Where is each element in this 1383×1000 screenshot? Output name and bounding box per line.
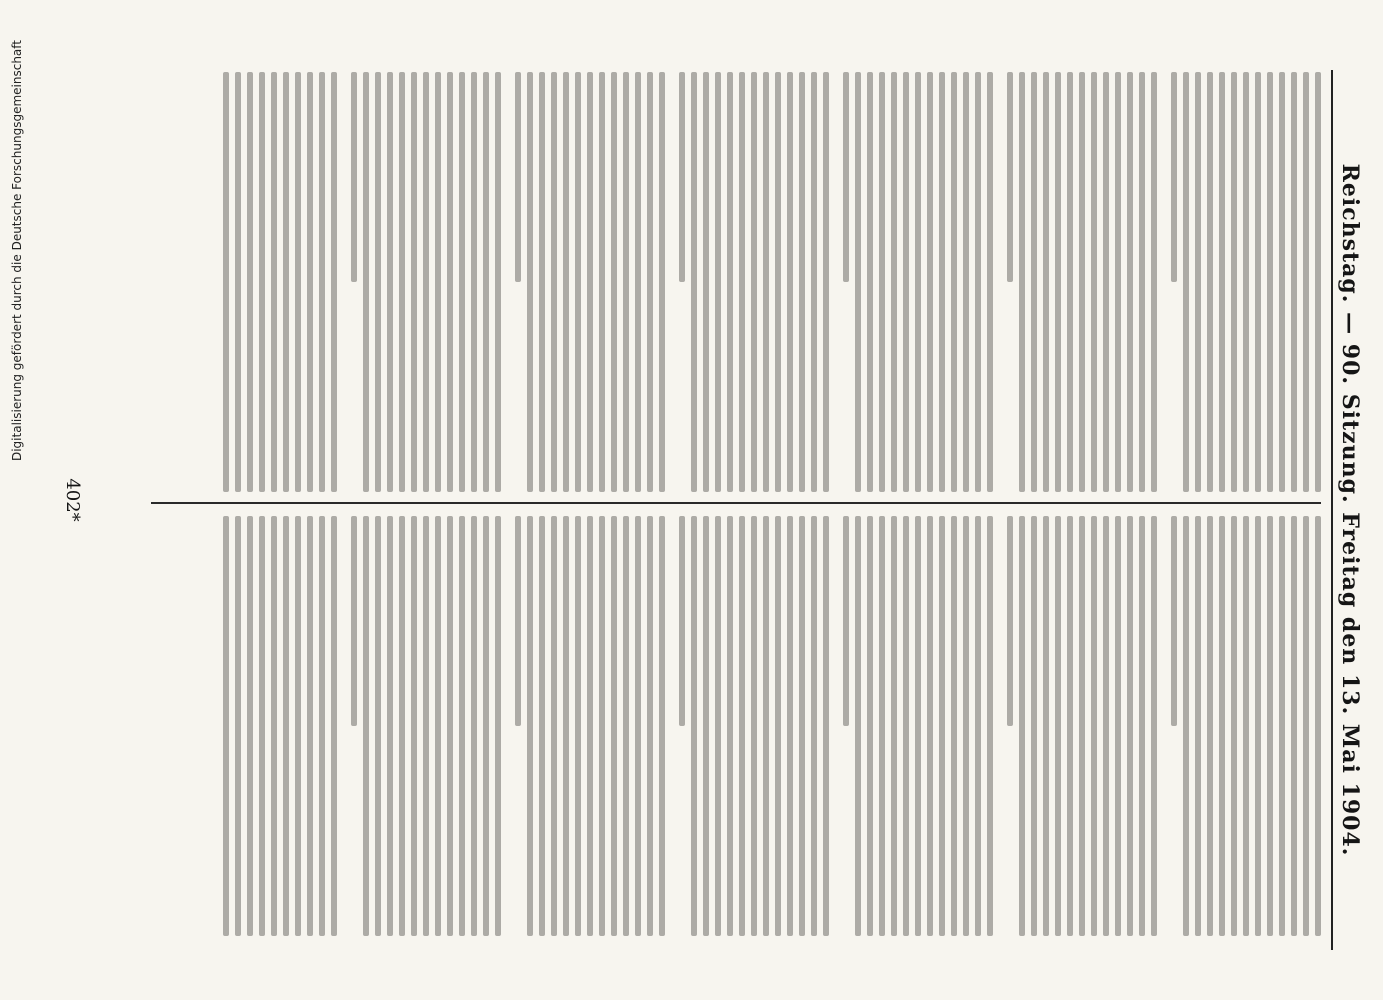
body-text-line [1303,72,1309,492]
body-text-line [539,516,545,936]
body-text-line [1243,72,1249,492]
body-text-line [1183,516,1189,936]
body-text-line [223,72,229,492]
body-text-line [647,516,653,936]
text-column-right [161,516,1321,936]
body-text-line [459,516,465,936]
body-text-line [739,516,745,936]
body-text-line [703,72,709,492]
body-text-line [1007,72,1013,282]
body-text-line [551,72,557,492]
body-text-line [247,516,253,936]
body-text-line [271,516,277,936]
body-text-line [679,516,685,726]
body-text-line [879,72,885,492]
body-text-line [1151,72,1157,492]
body-text-line [1019,516,1025,936]
body-text-line [319,516,325,936]
body-text-line [307,516,313,936]
body-text-line [483,516,489,936]
body-text-line [915,72,921,492]
body-text-line [843,72,849,282]
body-text-line [855,72,861,492]
body-text-line [715,72,721,492]
body-text-line [1139,516,1145,936]
body-text-line [855,516,861,936]
body-text-line [963,72,969,492]
body-text-line [635,516,641,936]
body-text-line [447,516,453,936]
body-text-line [623,72,629,492]
body-text-line [659,516,665,936]
body-text-line [307,72,313,492]
body-text-line [1255,516,1261,936]
body-text-line [679,72,685,282]
body-text-line [647,72,653,492]
body-text-line [1303,516,1309,936]
body-text-line [1279,516,1285,936]
body-text-line [399,72,405,492]
body-text-line [527,516,533,936]
body-text-line [247,72,253,492]
body-text-line [727,516,733,936]
body-text-line [387,72,393,492]
body-text-line [295,72,301,492]
body-text-line [903,516,909,936]
digitization-credit: Digitalisierung gefördert durch die Deutsche Forschungsgemeinschaft [10,40,24,462]
body-text-line [1031,516,1037,936]
body-text-line [891,516,897,936]
body-text-line [1103,72,1109,492]
body-text-line [739,72,745,492]
body-text-line [623,516,629,936]
body-text-line [1103,516,1109,936]
body-text-line [563,516,569,936]
body-text-line [515,72,521,282]
body-text-line [1231,516,1237,936]
body-text-line [1279,72,1285,492]
body-text-line [1115,516,1121,936]
body-text-line [295,516,301,936]
body-text-line [975,72,981,492]
body-text-line [575,516,581,936]
body-text-line [1151,516,1157,936]
body-text-line [915,516,921,936]
body-text-line [1079,516,1085,936]
body-text-line [1115,72,1121,492]
body-text-line [575,72,581,492]
body-text-line [1043,72,1049,492]
body-text-line [515,516,521,726]
body-text-line [1267,72,1273,492]
body-text-line [963,516,969,936]
body-text-line [891,72,897,492]
body-text-line [1231,72,1237,492]
body-text-line [411,72,417,492]
body-text-line [1219,72,1225,492]
text-column-left [161,72,1321,492]
body-text-line [811,516,817,936]
body-text-line [611,72,617,492]
body-text-line [459,72,465,492]
body-text-line [1243,516,1249,936]
body-text-line [527,72,533,492]
body-text-line [319,72,325,492]
body-text-line [1207,516,1213,936]
body-text-line [867,72,873,492]
body-text-line [375,516,381,936]
body-text-line [763,516,769,936]
body-text-line [939,72,945,492]
body-text-line [1315,516,1321,936]
body-text-line [495,516,501,936]
body-text-line [823,516,829,936]
body-text-line [775,516,781,936]
body-text-line [551,516,557,936]
body-text-line [447,72,453,492]
body-text-line [235,72,241,492]
body-text-line [951,516,957,936]
body-text-line [1055,72,1061,492]
body-text-line [939,516,945,936]
body-text-line [1091,72,1097,492]
body-text-line [715,516,721,936]
body-text-line [331,516,337,936]
body-text-line [411,516,417,936]
body-text-line [1091,516,1097,936]
body-text-line [903,72,909,492]
body-text-line [659,72,665,492]
header-title: Reichstag. — 90. Sitzung. Freitag den 13. Mai 1904. [1337,163,1363,857]
page-marker: 402* [62,478,83,522]
body-text-line [635,72,641,492]
body-text-line [823,72,829,492]
body-text-line [1291,516,1297,936]
body-text-line [423,516,429,936]
body-text-line [283,516,289,936]
body-text-line [1207,72,1213,492]
body-text-line [775,72,781,492]
body-text-line [787,72,793,492]
body-text-line [987,72,993,492]
body-text-line [879,516,885,936]
body-text-line [587,72,593,492]
body-text-line [563,72,569,492]
body-text-line [599,72,605,492]
body-text-line [951,72,957,492]
body-text-line [1007,516,1013,726]
body-text-line [363,516,369,936]
body-text-line [495,72,501,492]
page-header [1331,70,1367,950]
body-text-line [1055,516,1061,936]
body-text-line [727,72,733,492]
body-text-line [1315,72,1321,492]
body-text-line [483,72,489,492]
body-text-line [927,516,933,936]
body-text-line [1219,516,1225,936]
body-text-line [399,516,405,936]
body-text-line [691,72,697,492]
body-text-line [1195,516,1201,936]
body-text-line [271,72,277,492]
body-text-line [539,72,545,492]
body-text-line [223,516,229,936]
body-text-line [1267,516,1273,936]
body-text-line [611,516,617,936]
body-text-line [387,516,393,936]
body-text-line [927,72,933,492]
body-text-line [1031,72,1037,492]
body-text-line [1043,516,1049,936]
body-text-line [259,72,265,492]
body-text-line [1171,72,1177,282]
body-text-line [363,72,369,492]
body-text-line [331,72,337,492]
body-text-line [811,72,817,492]
body-text-line [471,516,477,936]
body-text-line [587,516,593,936]
body-text-line [1291,72,1297,492]
body-text-line [1255,72,1261,492]
body-text-line [787,516,793,936]
body-text-line [975,516,981,936]
column-rule [151,502,1321,504]
body-text-line [751,516,757,936]
body-text-line [599,516,605,936]
body-text-line [283,72,289,492]
body-text-line [799,72,805,492]
body-text-line [751,72,757,492]
body-text-line [1195,72,1201,492]
body-text-line [1127,516,1133,936]
body-text-line [799,516,805,936]
body-text-line [351,516,357,726]
body-text-line [1067,72,1073,492]
body-text-line [691,516,697,936]
body-text-line [763,72,769,492]
body-text-line [703,516,709,936]
body-text-line [1079,72,1085,492]
body-text-line [351,72,357,282]
body-text-line [435,72,441,492]
body-text-line [1183,72,1189,492]
body-text-line [1067,516,1073,936]
body-text-line [1139,72,1145,492]
body-text-line [259,516,265,936]
body-text-line [987,516,993,936]
body-text-line [471,72,477,492]
body-text-line [1171,516,1177,726]
body-text-line [235,516,241,936]
body-text-line [1127,72,1133,492]
body-text-line [435,516,441,936]
body-text-line [1019,72,1025,492]
body-text-line [423,72,429,492]
body-text-line [867,516,873,936]
body-text-line [375,72,381,492]
body-text-line [843,516,849,726]
